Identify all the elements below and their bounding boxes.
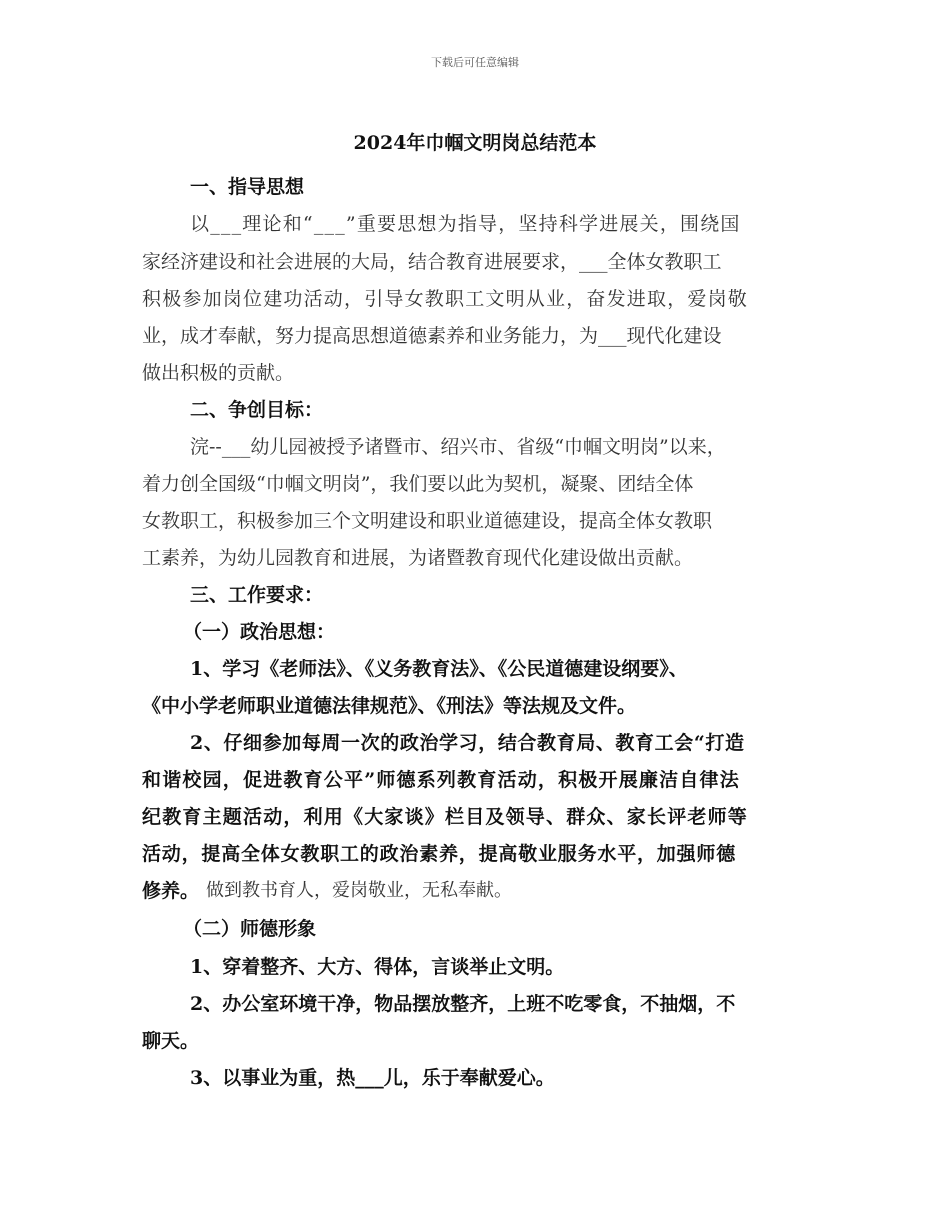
paragraph-line: 修养。: [142, 880, 200, 902]
subheading-political: （一）政治思想：: [183, 621, 336, 643]
paragraph-line: 积极参加岗位建功活动，引导女教职工文明从业，奋发进取，爱岗敬: [142, 288, 749, 310]
paragraph-line: 女教职工，积极参加三个文明建设和职业道德建设，提高全体女教职: [142, 510, 713, 532]
paragraph-line: 工素养，为幼儿园教育和进展，为诸暨教育现代化建设做出贡献。: [142, 547, 694, 569]
paragraph-line: 1、学习《老师法》、《义务教育法》、《公民道德建设纲要》、: [190, 658, 688, 680]
paragraph-line: 家经济建设和社会进展的大局，结合教育进展要求，___全体女教职工: [142, 251, 722, 273]
paragraph-line: 《中小学老师职业道德法律规范》、《刑法》等法规及文件。: [142, 695, 637, 717]
paragraph-line: 以___理论和“___”重要思想为指导，坚持科学进展关，围绕国: [190, 213, 741, 235]
paragraph-line: 2、仔细参加每周一次的政治学习，结合教育局、教育工会“打造: [190, 732, 745, 754]
paragraph-line: 纪教育主题活动，利用《大家谈》栏目及领导、群众、家长评老师等: [142, 806, 749, 828]
subheading-ethics-image: （二）师德形象: [183, 918, 317, 940]
paragraph-line: 做出积极的贡献。: [142, 362, 295, 384]
paragraph-line: 1、穿着整齐、大方、得体，言谈举止文明。: [190, 956, 565, 978]
heading-work-requirements: 三、工作要求：: [190, 584, 324, 606]
paragraph-line: 着力创全国级“巾帼文明岗”，我们要以此为契机，凝聚、团结全体: [142, 473, 694, 495]
header-note: 下载后可任意编辑: [431, 56, 519, 69]
heading-guiding-thought: 一、指导思想: [190, 176, 305, 198]
paragraph-line: 和谐校园，促进教育公平”师德系列教育活动，积极开展廉洁自律法: [142, 769, 740, 791]
paragraph-line: 3、以事业为重，热___儿，乐于奉献爱心。: [190, 1067, 555, 1089]
paragraph-line: 聊天。: [142, 1030, 200, 1052]
paragraph-line: 活动，提高全体女教职工的政治素养，提高敬业服务水平，加强师德: [142, 843, 737, 865]
document-title: 2024年巾帼文明岗总结范本: [353, 132, 597, 154]
paragraph-line: 业，成才奉献，努力提高思想道德素养和业务能力，为___现代化建设: [142, 325, 722, 347]
paragraph-line: 浣--___幼儿园被授予诸暨市、绍兴市、省级“巾帼文明岗”以来，: [190, 436, 726, 458]
heading-goal: 二、争创目标：: [190, 399, 324, 421]
paragraph-line: 2、办公室环境干净，物品摆放整齐，上班不吃零食，不抽烟，不: [190, 993, 736, 1015]
paragraph-line-continuation: 做到教书育人，爱岗敬业，无私奉献。: [206, 880, 512, 901]
